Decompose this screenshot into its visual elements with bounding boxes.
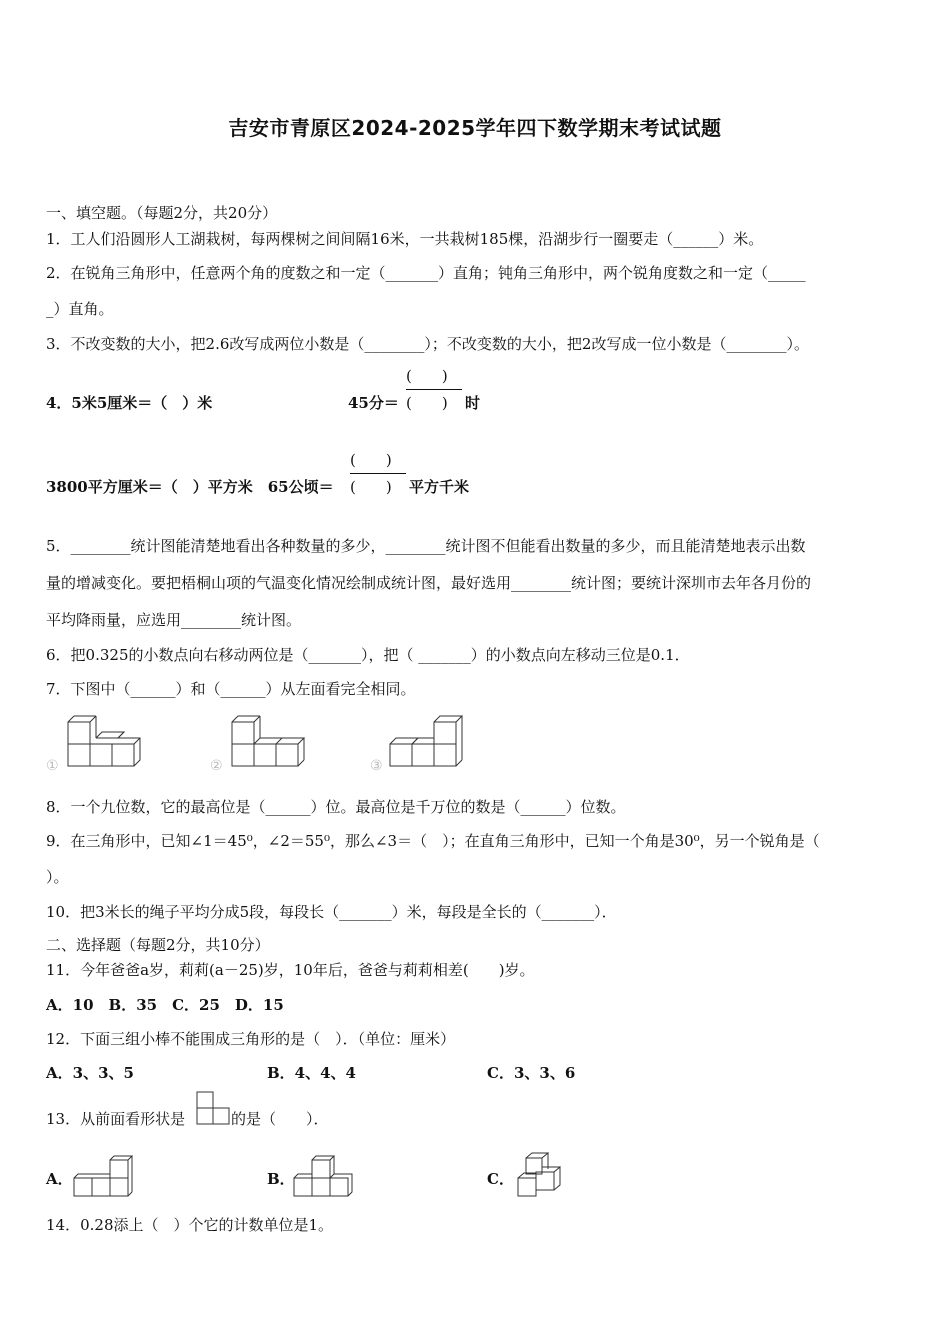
question-7: 7．下图中（______）和（______）从左面看完全相同。: [46, 680, 416, 698]
figure-label-3: ③: [370, 758, 383, 774]
question-14: 14．0.28添上（ ）个它的计数单位是1。: [46, 1216, 334, 1234]
question-13-prefix: 13．从前面看形状是: [46, 1110, 186, 1128]
q13-option-c-figure: [512, 1150, 568, 1200]
question-13-suffix: 的是（ ）．: [231, 1110, 329, 1128]
question-9-line-2: ）。: [46, 868, 69, 886]
question-10: 10．把3米长的绳子平均分成5段，每段长（_______）米，每段是全长的（_______）．: [46, 903, 617, 921]
question-5-line-3: 平均降雨量，应选用________统计图。: [46, 611, 302, 629]
question-11-options: A．10 B．35 C．25 D．15: [46, 996, 284, 1014]
question-5-line-2: 量的增减变化。要把梧桐山项的气温变化情况绘制成统计图，最好选用________统计图；要统计深圳市去年各月份的: [46, 574, 812, 592]
q12-option-a: A．3、3、5: [46, 1064, 134, 1082]
question-6: 6．把0.325的小数点向右移动两位是（_______），把（ _______）的小数点向左移动三位是0.1．: [46, 646, 690, 664]
question-4-part-c: 3800平方厘米＝（ ）平方米 65公顷＝: [46, 478, 334, 496]
q7-figure-3: [370, 708, 482, 776]
fraction-denominator-2: ( ): [350, 478, 392, 496]
q13-option-b: B．: [267, 1170, 295, 1188]
section-2-heading: 二、选择题（每题2分，共10分）: [46, 936, 270, 954]
q13-option-c: C．: [487, 1170, 514, 1188]
fraction-denominator: ( ): [406, 394, 448, 412]
fraction-numerator-2: ( ): [350, 451, 392, 469]
q13-option-a-figure: [72, 1154, 134, 1200]
q7-figure-1: [44, 712, 156, 776]
q13-option-a: A．: [46, 1170, 73, 1188]
question-4-part-b: 45分＝: [348, 394, 399, 412]
question-9-line-1: 9．在三角形中，已知∠1＝45⁰，∠2＝55⁰，那么∠3＝（ ）；在直角三角形中，已知一个角是30⁰，另一个锐角是（: [46, 832, 820, 850]
q12-option-b: B．4、4、4: [267, 1064, 356, 1082]
figure-label-1: ①: [46, 758, 59, 774]
fraction-bar-2: [350, 473, 406, 474]
question-12: 12．下面三组小棒不能围成三角形的是（ ）．（单位：厘米）: [46, 1030, 456, 1048]
fraction-bar: [406, 389, 462, 390]
question-4-part-a: 4．5米5厘米＝（ ）米: [46, 394, 213, 412]
question-2-line-2: _）直角。: [46, 300, 114, 318]
question-8: 8．一个九位数，它的最高位是（______）位。最高位是千万位的数是（______）位数。: [46, 798, 626, 816]
question-5-line-1: 5．________统计图能清楚地看出各种数量的多少，________统计图不但能看出数量的多少，而且能清楚地表示出数: [46, 537, 806, 555]
question-11: 11．今年爸爸a岁，莉莉(a－25)岁，10年后，爸爸与莉莉相差( )岁。: [46, 961, 535, 979]
question-1: 1．工人们沿圆形人工湖栽树，每两棵树之间间隔16米，一共栽树185棵，沿湖步行一圈要走（______）米。: [46, 230, 764, 248]
question-3: 3．不改变数的大小，把2.6改写成两位小数是（________）；不改变数的大小，把2改写成一位小数是（________）。: [46, 335, 809, 353]
q13-front-view-shape: [195, 1090, 231, 1128]
unit-hour: 时: [465, 394, 481, 412]
q13-option-b-figure: [292, 1154, 354, 1200]
q12-option-c: C．3、3、6: [487, 1064, 576, 1082]
section-1-heading: 一、填空题。（每题2分，共20分）: [46, 204, 278, 222]
question-2-line-1: 2．在锐角三角形中，任意两个角的度数之和一定（_______）直角；钝角三角形中，两个锐角度数之和一定（_____: [46, 264, 806, 282]
figure-label-2: ②: [210, 758, 223, 774]
fraction-numerator: ( ): [406, 367, 448, 385]
unit-square-km: 平方千米: [409, 478, 470, 496]
q7-figure-2: [208, 712, 320, 776]
page-title: 吉安市青原区2024-2025学年四下数学期末考试试题: [228, 116, 722, 140]
